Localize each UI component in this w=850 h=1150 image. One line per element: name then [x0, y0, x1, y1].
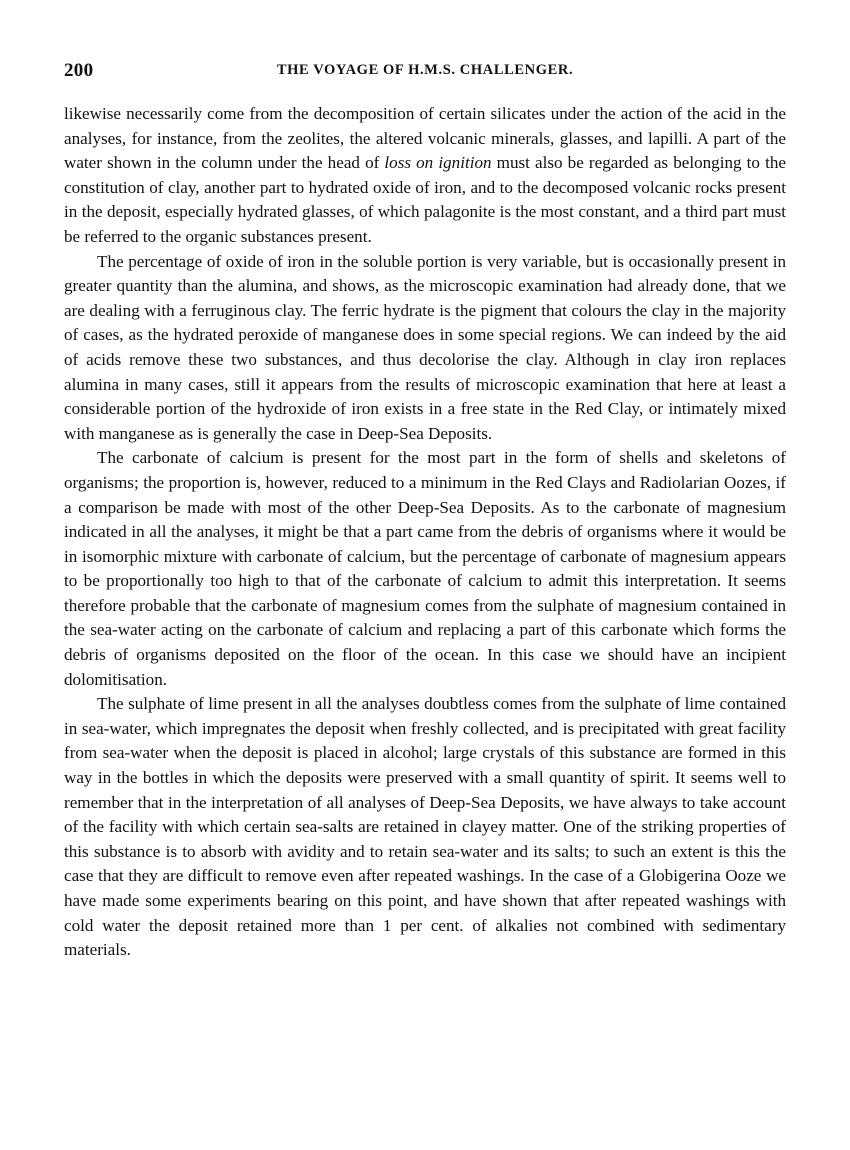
italic-term: loss on ignition [384, 153, 492, 173]
paragraph-text-start: likewise necessarily come from the decomposition of certain silicates under the action of the acid in the analyses, for instance, from the zeolites, the altered volcanic minerals, glasses, and lapilli. A part of the water shown in the column under the head of [64, 104, 786, 173]
paragraph-iron-oxide: The percentage of oxide of iron in the soluble portion is very variable, but is occasionally present in greater quantity than the alumina, and shows, as the microscopic examination had already done, that we are dealing with a ferruginous clay. The ferric hydrate is the pigment that colours the clay in the majority of cases, as the hydrated peroxide of manganese does in some special regions. We can indeed by the aid of acids remove these two substances, and thus decolorise the clay. Although in clay iron replaces alumina in many cases, still it appears from the results of microscopic examination that here at least a considerable portion of the hydroxide of iron exists in a free state in the Red Clay, or intimately mixed with manganese as is generally the case in Deep-Sea Deposits. [64, 251, 786, 443]
paragraph-sulphate-lime: The sulphate of lime present in all the analyses doubtless comes from the sulphate of lime contained in sea-water, which impregnates the deposit when freshly collected, and is precipitated with great facility from sea-water when the deposit is placed in alcohol; large crystals of this substance are formed in this way in the bottles in which the deposits were preserved with a small quantity of spirit. It seems well to remember that in the interpretation of all analyses of Deep-Sea Deposits, we have always to take account of the facility with which certain sea-salts are retained in clayey matter. One of the striking properties of this substance is to absorb with avidity and to retain sea-water and its salts; to such an extent is this the case that they are difficult to remove even after repeated washings. In the case of a Globigerina Ooze we have made some experiments bearing on this point, and have shown that after repeated washings with cold water the deposit retained more than 1 per cent. of alkalies not combined with sedimentary materials. [64, 694, 786, 960]
body-text [64, 102, 786, 963]
page-number: 200 [64, 60, 94, 81]
running-title: THE VOYAGE OF H.M.S. CHALLENGER. [276, 62, 574, 78]
paragraph-carbonate-calcium: The carbonate of calcium is present for the most part in the form of shells and skeletons of organisms; the proportion is, however, reduced to a minimum in the Red Clays and Radiolarian Oozes, if a comparison be made with most of the other Deep-Sea Deposits. As to the carbonate of magnesium indicated in all the analyses, it might be that a part came from the debris of organisms where it would be in isomorphic mixture with carbonate of calcium, but the percentage of carbonate of magnesium appears to be proportionally too high to that of the carbonate of calcium to admit this interpretation. It seems therefore probable that the carbonate of magnesium comes from the sulphate of magnesium contained in the sea-water acting on the carbonate of calcium and replacing a part of this carbonate which forms the debris of organisms deposited on the floor of the ocean. In this case we should have an incipient dolomitisation. [64, 448, 786, 689]
paragraph-continued [64, 102, 786, 250]
book-page [64, 58, 786, 963]
page-header [64, 58, 786, 84]
paragraph-text-end: must also be regarded as belonging to the constitution of clay, another part to hydrated oxide of iron, and to the decomposed volcanic rocks present in the deposit, especially hydrated glasses, of which palagonite is the most constant, and a third part must be referred to the organic substances present. [64, 153, 786, 246]
